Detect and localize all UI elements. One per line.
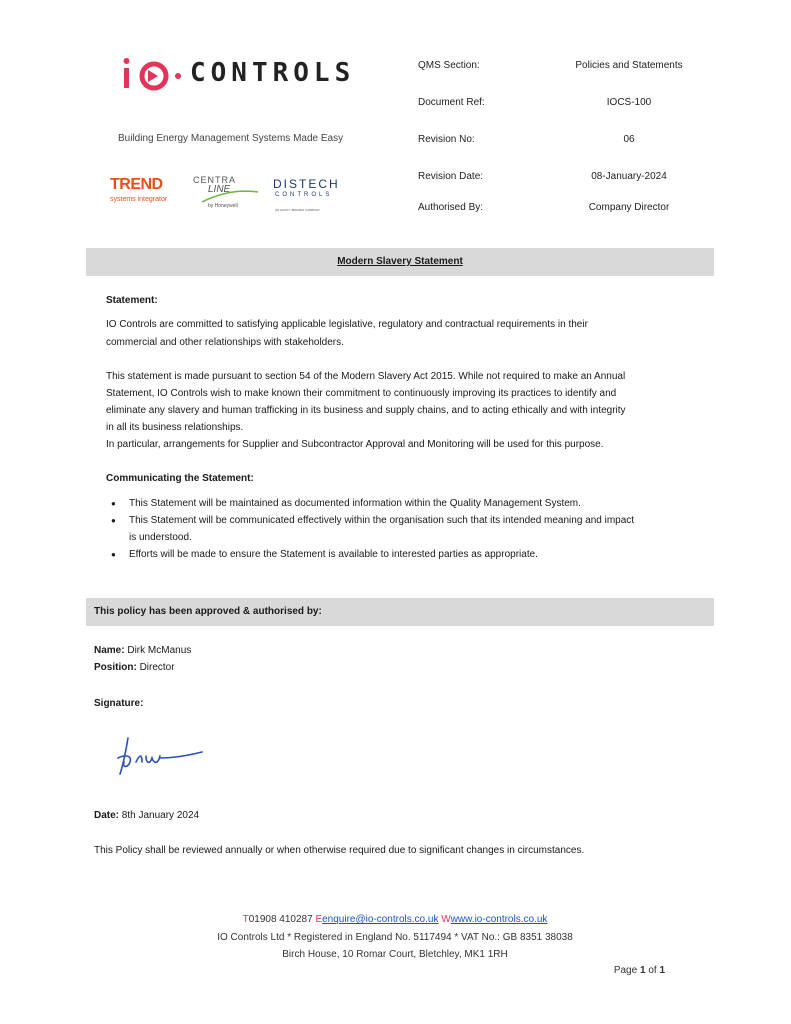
partner-logos bbox=[108, 172, 358, 220]
distech-logo-sub: CONTROLS bbox=[275, 192, 333, 198]
bullet-3-text: Efforts will be made to ensure the Statement is available to interested parties as appropriate. bbox=[129, 549, 538, 560]
position-label: Position: bbox=[94, 662, 137, 673]
bullet-2-text-line2: is understood. bbox=[129, 532, 192, 543]
website-letter: W bbox=[441, 914, 451, 925]
bullet-2-text-line1: This Statement will be communicated effectively within the organisation such that its intended meaning and impact bbox=[129, 515, 635, 526]
page-of: of bbox=[648, 965, 657, 976]
approver-name bbox=[94, 642, 191, 660]
position-value: Director bbox=[139, 662, 175, 673]
centraline-logo-line: LINE bbox=[208, 184, 231, 195]
email-link[interactable]: enquire@io-controls.co.uk bbox=[322, 914, 439, 925]
bullet-icon: ● bbox=[111, 550, 116, 559]
approver-position bbox=[94, 659, 175, 677]
phone-letter: T bbox=[242, 914, 249, 925]
signature-label: Signature: bbox=[94, 698, 144, 709]
meta-label-qms-section: QMS Section: bbox=[418, 60, 480, 71]
bullet-icon: ● bbox=[111, 516, 116, 525]
date-value: 8th January 2024 bbox=[121, 810, 200, 821]
website-link[interactable]: www.io-controls.co.uk bbox=[450, 914, 548, 925]
signature-image bbox=[112, 732, 212, 780]
email-letter: E bbox=[315, 914, 323, 925]
statement-p2-line4: in all its business relationships. bbox=[106, 422, 244, 433]
communicating-heading: Communicating the Statement: bbox=[106, 473, 254, 484]
meta-value-revision-no: 06 bbox=[623, 134, 635, 145]
io-logo-icon bbox=[118, 56, 188, 92]
meta-label-revision-date: Revision Date: bbox=[418, 171, 484, 182]
name-label: Name: bbox=[94, 645, 125, 656]
meta-value-revision-date: 08-January-2024 bbox=[591, 171, 667, 182]
meta-label-revision-no: Revision No: bbox=[418, 134, 475, 145]
date-label: Date: bbox=[94, 810, 120, 821]
trend-logo: TREND bbox=[110, 176, 163, 193]
statement-p2-line1: This statement is made pursuant to section 54 of the Modern Slavery Act 2015. While not required to make an Annual bbox=[106, 371, 626, 382]
statement-p2-line2: Statement, IO Controls wish to make known their commitment to continuously improving its practices to identify and bbox=[106, 388, 617, 399]
statement-heading: Statement: bbox=[106, 295, 158, 306]
trend-logo-sub: systems integrator bbox=[110, 196, 168, 203]
centraline-logo-top: CENTRA bbox=[193, 175, 237, 185]
page-current: 1 bbox=[639, 965, 646, 976]
statement-p1-line1: IO Controls are committed to satisfying applicable legislative, regulatory and contractual requirements in their bbox=[106, 319, 588, 330]
statement-p2-line5: In particular, arrangements for Supplier and Subcontractor Approval and Monitoring will be used for this purpose. bbox=[106, 439, 604, 450]
approval-date bbox=[94, 807, 199, 825]
footer-registration: IO Controls Ltd * Registered in England No. 5117494 * VAT No.: GB 8351 38038 bbox=[217, 932, 573, 943]
page-prefix: Page bbox=[613, 965, 638, 976]
bullet-icon: ● bbox=[111, 499, 116, 508]
statement-p2-line3: eliminate any slavery and human trafficking in its business and supply chains, and to acting ethically and with integrity bbox=[106, 405, 626, 416]
logo-text: CONTROLS bbox=[190, 58, 356, 88]
distech-logo-tiny: AN ACUITY BRANDS COMPANY bbox=[275, 208, 320, 212]
meta-label-authorised-by: Authorised By: bbox=[418, 202, 484, 213]
phone-number: 01908 410287 bbox=[248, 914, 313, 925]
document-title: Modern Slavery Statement bbox=[337, 256, 463, 267]
distech-logo: DISTECH bbox=[273, 177, 340, 191]
tagline: Building Energy Management Systems Made Easy bbox=[118, 133, 344, 144]
bullet-1-text: This Statement will be maintained as documented information within the Quality Management System. bbox=[129, 498, 581, 509]
name-value: Dirk McManus bbox=[127, 645, 192, 656]
approval-bar-text: This policy has been approved & authorised by: bbox=[94, 606, 322, 617]
centraline-logo-sub: by Honeywell bbox=[208, 203, 238, 209]
meta-label-document-ref: Document Ref: bbox=[418, 97, 485, 108]
footer-address: Birch House, 10 Romar Court, Bletchley, MK1 1RH bbox=[282, 949, 508, 960]
statement-p1-line2: commercial and other relationships with stakeholders. bbox=[106, 337, 344, 348]
footer-contact-line bbox=[150, 914, 640, 925]
company-logo bbox=[118, 56, 368, 92]
meta-value-document-ref: IOCS-100 bbox=[606, 97, 652, 108]
page-number bbox=[614, 965, 665, 976]
page-total: 1 bbox=[659, 965, 665, 976]
meta-value-qms-section: Policies and Statements bbox=[575, 60, 683, 71]
review-note: This Policy shall be reviewed annually or when otherwise required due to significant changes in circumstances. bbox=[94, 845, 585, 856]
meta-value-authorised-by: Company Director bbox=[588, 202, 670, 213]
